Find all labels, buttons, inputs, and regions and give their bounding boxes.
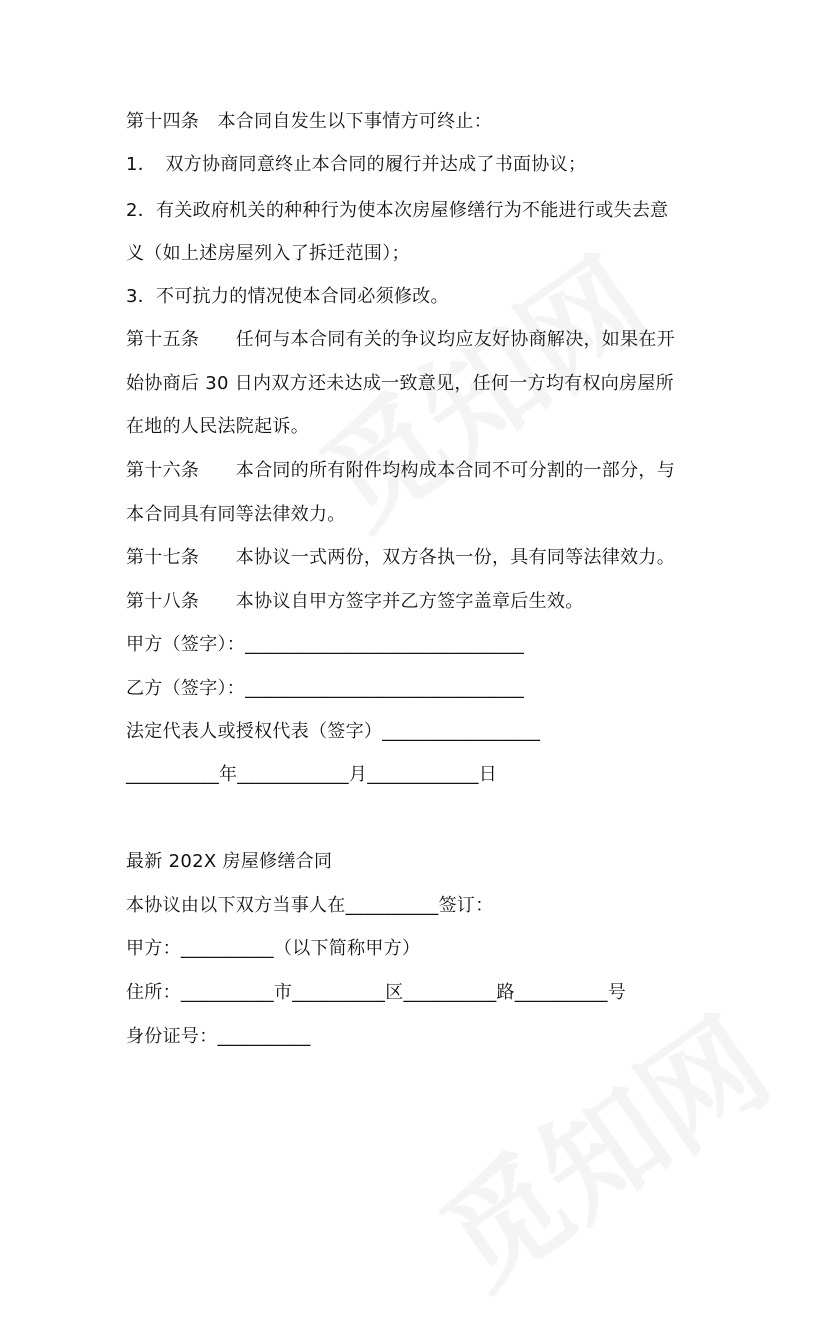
- signing-place: 本协议由以下双方当事人在__________签订：: [126, 895, 494, 916]
- party-a-id-number: 身份证号：__________: [126, 1026, 311, 1047]
- article-14-item-2: 2．有关政府机关的种种行为使本次房屋修缮行为不能进行或失去意: [126, 200, 669, 221]
- article-14-item-2-cont: 义（如上述房屋列入了拆迁范围）；: [126, 243, 410, 264]
- party-a-address: 住所：__________市__________区__________路__________号: [126, 982, 627, 1003]
- article-15: 第十五条 任何与本合同有关的争议均应友好协商解决，如果在开: [126, 329, 675, 350]
- article-15-cont-2: 在地的人民法院起诉。: [126, 416, 309, 437]
- legal-rep-signature: 法定代表人或授权代表（签字）_________________: [126, 721, 541, 742]
- article-14-item-1: 1． 双方协商同意终止本合同的履行并达成了书面协议；: [126, 154, 587, 175]
- article-18: 第十八条 本协议自甲方签字并乙方签字盖章后生效。: [126, 591, 584, 612]
- watermark: [403, 972, 797, 1319]
- date-line: __________年____________月____________日: [126, 764, 498, 785]
- party-a-signature: 甲方（签字）：______________________________: [126, 634, 525, 655]
- article-17: 第十七条 本协议一式两份，双方各执一份，具有同等法律效力。: [126, 547, 675, 568]
- article-14-item-3: 3．不可抗力的情况使本合同必须修改。: [126, 286, 449, 307]
- contract-title: 最新 202X 房屋修缮合同: [126, 851, 333, 872]
- party-b-signature: 乙方（签字）：______________________________: [126, 678, 525, 699]
- article-16: 第十六条 本合同的所有附件均构成本合同不可分割的一部分，与: [126, 460, 675, 481]
- party-a-name: 甲方：__________（以下简称甲方）: [126, 938, 421, 959]
- article-15-cont-1: 始协商后 30 日内双方还未达成一致意见，任何一方均有权向房屋所: [126, 373, 674, 394]
- article-16-cont: 本合同具有同等法律效力。: [126, 504, 346, 525]
- article-14-heading: 第十四条 本合同自发生以下事情方可终止：: [126, 111, 492, 132]
